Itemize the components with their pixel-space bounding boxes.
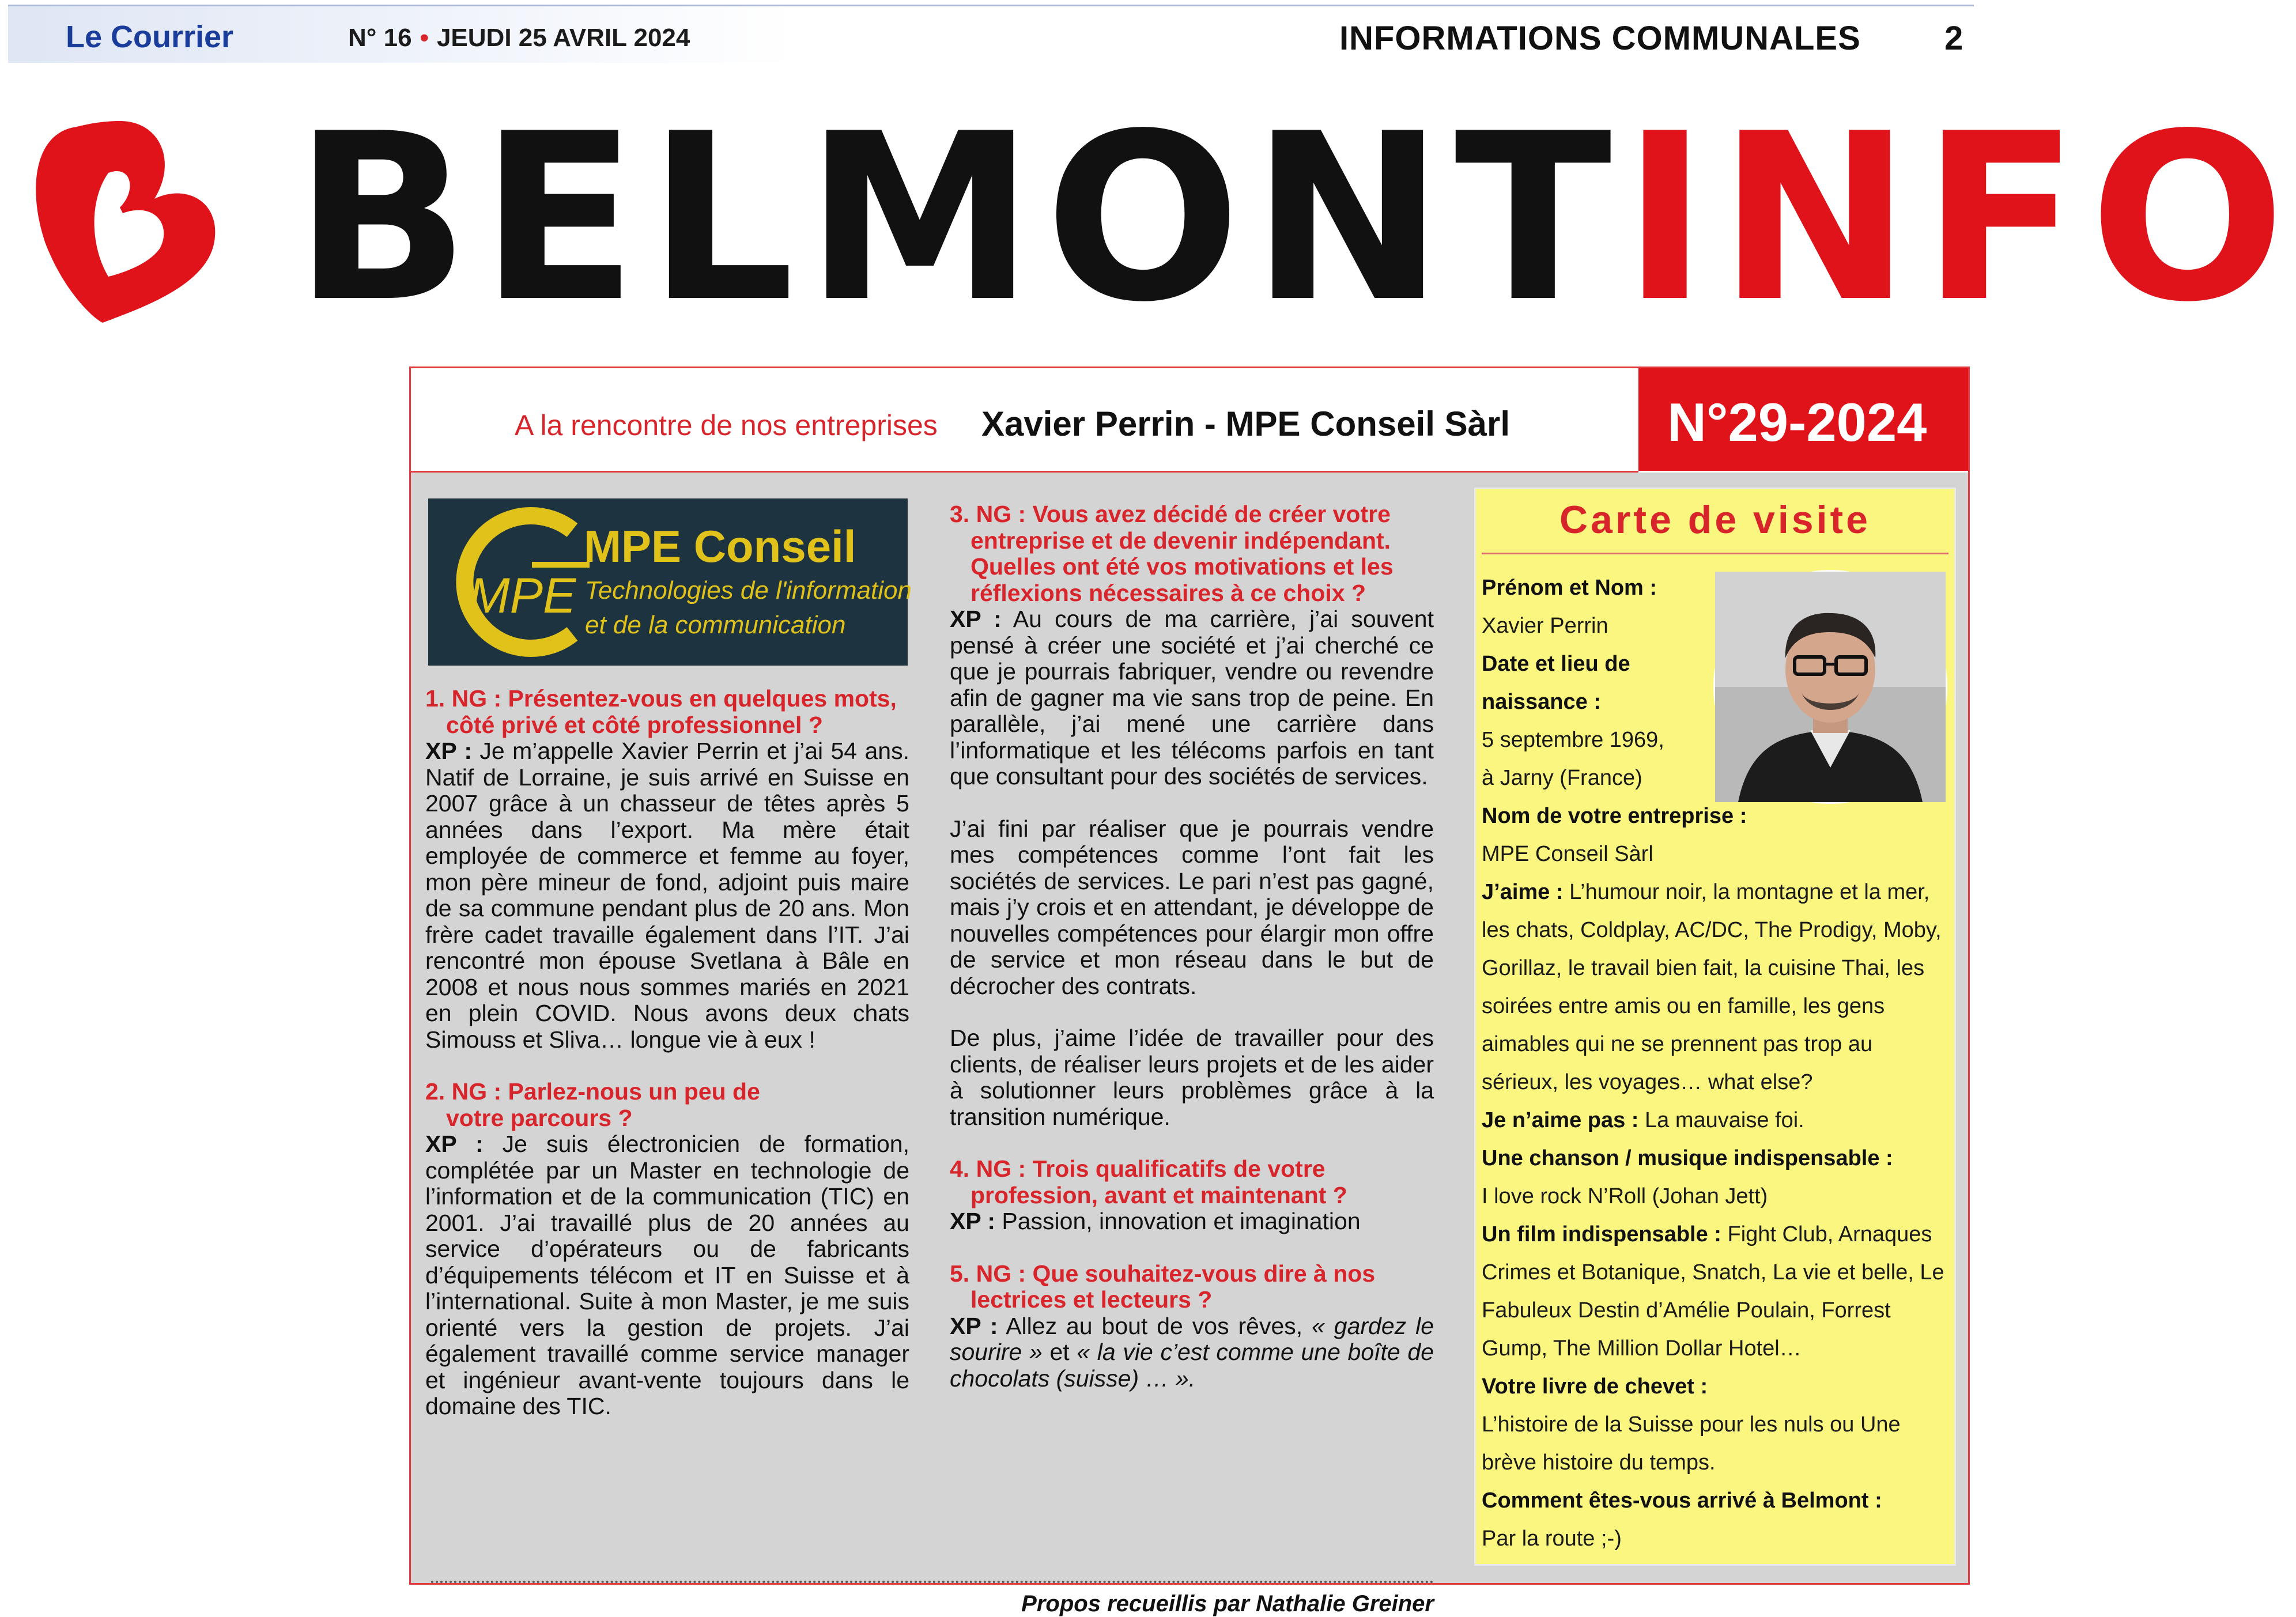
mpe-conseil-logo xyxy=(428,498,912,666)
card-company-value: MPE Conseil Sàrl xyxy=(1482,842,1653,866)
answer-3-prefix: XP : xyxy=(950,606,1002,632)
question-5: 5. NG : Que souhaitez-vous dire à nos lectrices et lecteurs ? xyxy=(950,1260,1376,1313)
card-song-value: I love rock N’Roll (Johan Jett) xyxy=(1482,1184,1768,1208)
question-1: 1. NG : Présentez-vous en quelques mots, côté privé et côté professionnel ? xyxy=(425,685,897,738)
card-name-value: Xavier Perrin xyxy=(1482,614,1608,638)
article-column-2 xyxy=(950,501,1434,1392)
card-likes xyxy=(1482,873,1948,1101)
card-birth-date: 5 septembre 1969, xyxy=(1482,728,1664,752)
card-arrival-label: Comment êtes-vous arrivé à Belmont : xyxy=(1482,1488,1882,1513)
question-2: 2. NG : Parlez-nous un peu de votre parcours ? xyxy=(425,1078,760,1131)
answer-3-paragraph-2: J’ai fini par réaliser que je pourrais vendre mes compétences comme l’ont fait les sociétés de services. Le pari n’est pas gagné, mais j’y crois et en attendant, je développe de nouvelles compétences pour élargir mon offre de service et mon réseau dans le but de décrocher des contrats. xyxy=(950,815,1434,999)
card-details xyxy=(1482,569,1948,1558)
article-column-1 xyxy=(425,686,909,1420)
answer-5-prefix: XP : xyxy=(950,1312,998,1339)
signature-rule-top xyxy=(431,1581,1434,1583)
card-song-label: Une chanson / musique indispensable : xyxy=(1482,1146,1893,1170)
answer-5 xyxy=(950,1313,1434,1392)
masthead-info: INFO xyxy=(1622,85,2296,353)
answer-2-prefix: XP : xyxy=(425,1131,484,1157)
masthead-title xyxy=(294,85,2296,353)
issue-info xyxy=(348,24,690,52)
card-title: Carte de visite xyxy=(1559,498,1871,542)
card-company-label: Nom de votre entreprise : xyxy=(1482,804,1747,828)
answer-4 xyxy=(950,1208,1434,1235)
card-book-label: Votre livre de chevet : xyxy=(1482,1374,1708,1399)
article-number: N°29-2024 xyxy=(1667,392,1927,452)
issue-date: JEUDI 25 AVRIL 2024 xyxy=(436,24,690,52)
article-kicker: A la rencontre de nos entreprises xyxy=(515,409,938,441)
mpe-mark-text: MPE xyxy=(469,568,576,624)
business-card xyxy=(1474,488,1956,1566)
card-film xyxy=(1482,1215,1948,1367)
answer-3 xyxy=(950,606,1434,790)
answer-1-prefix: XP : xyxy=(425,738,473,764)
card-birth-label: Date et lieu de naissance : xyxy=(1482,652,1630,714)
section-title: INFORMATIONS COMMUNALES xyxy=(1339,20,1861,57)
mpe-logo-title: MPE Conseil xyxy=(584,521,856,572)
article-headline: Xavier Perrin - MPE Conseil Sàrl xyxy=(981,405,1510,443)
card-film-label: Un film indispensable : xyxy=(1482,1222,1721,1246)
mpe-logo-subtitle-1: Technologies de l'information xyxy=(585,576,912,605)
answer-4-text: Passion, innovation et imagination xyxy=(1002,1208,1361,1234)
card-likes-value: L’humour noir, la montagne et la mer, les chats, Coldplay, AC/DC, The Prodigy, Moby, Gorillaz, le travail bien fait, la cuisine Thai, les soirées entre amis ou en famille, les gens aimables qui ne se prennent pas trop au sérieux, les voyages… what else? xyxy=(1482,880,1942,1094)
answer-4-prefix: XP : xyxy=(950,1208,995,1234)
newspaper-header-bar xyxy=(8,5,1974,63)
answer-3-text: Au cours de ma carrière, j’ai souvent pensé à créer une société et j’ai cherché ce que je pourrais fabriquer, vendre ou revendre afin de gagner ma vie sans trop de peine. En parallèle, j’ai mené une carrière dans l’informatique et les télécoms parfois en tant que consultant pour des sociétés de services. xyxy=(950,606,1434,789)
card-likes-label: J’aime : xyxy=(1482,880,1564,904)
separator-dot-icon: • xyxy=(420,24,429,52)
newspaper-source: Le Courrier xyxy=(66,20,234,54)
answer-5-text-c: et xyxy=(1049,1339,1070,1365)
card-birth-place: à Jarny (France) xyxy=(1482,766,1642,790)
card-book-value: L’histoire de la Suisse pour les nuls ou Une brève histoire du temps. xyxy=(1482,1412,1901,1475)
article-number-badge xyxy=(1638,368,1968,471)
question-3: 3. NG : Vous avez décidé de créer votre entreprise et de devenir indépendant. Quelles ont été vos motivations et les réflexions nécessaires à ce choix ? xyxy=(950,501,1394,606)
card-dislikes-value: La mauvaise foi. xyxy=(1645,1108,1804,1132)
answer-1 xyxy=(425,738,909,1053)
mpe-logo-subtitle-2: et de la communication xyxy=(585,611,846,639)
page-number: 2 xyxy=(1944,20,1963,57)
card-arrival-value: Par la route ;-) xyxy=(1482,1527,1622,1551)
card-name-label: Prénom et Nom : xyxy=(1482,576,1657,600)
masthead-belmont: BELMONT xyxy=(294,85,1622,353)
answer-2 xyxy=(425,1131,909,1420)
question-4: 4. NG : Trois qualificatifs de votre profession, avant et maintenant ? xyxy=(950,1155,1347,1208)
card-dislikes-label: Je n’aime pas : xyxy=(1482,1108,1639,1132)
card-film-value: Fight Club, Arnaques Crimes et Botanique, Snatch, La vie et belle, Le Fabuleux Destin d’Amélie Poulain, Forrest Gump, The Million Dollar Hotel… xyxy=(1482,1222,1944,1361)
answer-5-quote-1: « gardez le sourire » xyxy=(950,1312,1434,1365)
belmont-heart-logo-icon xyxy=(22,92,229,340)
answer-5-quote-2: « la vie c’est comme une boîte de chocolats (suisse) … ». xyxy=(950,1339,1434,1392)
article-signature: Propos recueillis par Nathalie Greiner xyxy=(1021,1591,1434,1616)
answer-2-text: Je suis électronicien de formation, complétée par un Master en technologie de l’information et de la communication (TIC) en 2001. J’ai travaillé plus de 20 années au service d’opérateurs ou de fabricants d’équipements télécom et IT en Suisse et à l’international. Suite à mon Master, je me suis orienté vers la gestion de projets. J’ai également travaillé comme service manager et ingénieur avant-vente toujours dans le domaine des TIC. xyxy=(425,1131,909,1419)
issue-number: N° 16 xyxy=(348,24,412,52)
answer-5-text-a: Allez au bout de vos rêves, xyxy=(1006,1312,1303,1339)
answer-3-paragraph-3: De plus, j’aime l’idée de travailler pour des clients, de réaliser leurs projets et de les aider à solutionner leurs problèmes grâce à la transition numérique. xyxy=(950,1025,1434,1130)
card-divider xyxy=(1482,553,1948,554)
article-title-bar xyxy=(411,368,1638,473)
answer-1-text: Je m’appelle Xavier Perrin et j’ai 54 ans. Natif de Lorraine, je suis arrivé en Suisse en 2007 grâce à un chasseur de têtes après 5 années dans l’export. Ma mère était employée de commerce et femme au foyer, mon père mineur de fond, adjoint puis maire de sa commune pendant plus de 20 ans. Mon frère cadet travaille également dans l’IT. J’ai rencontré mon épouse Svetlana à Bâle en 2008 et nous nous sommes mariés en 2021 en plein COVID. Nous avons deux chats Simouss et Sliva… longue vie à eux ! xyxy=(425,738,909,1053)
card-dislikes xyxy=(1482,1101,1948,1139)
article-body xyxy=(411,473,1968,1616)
article-frame xyxy=(409,367,1970,1616)
